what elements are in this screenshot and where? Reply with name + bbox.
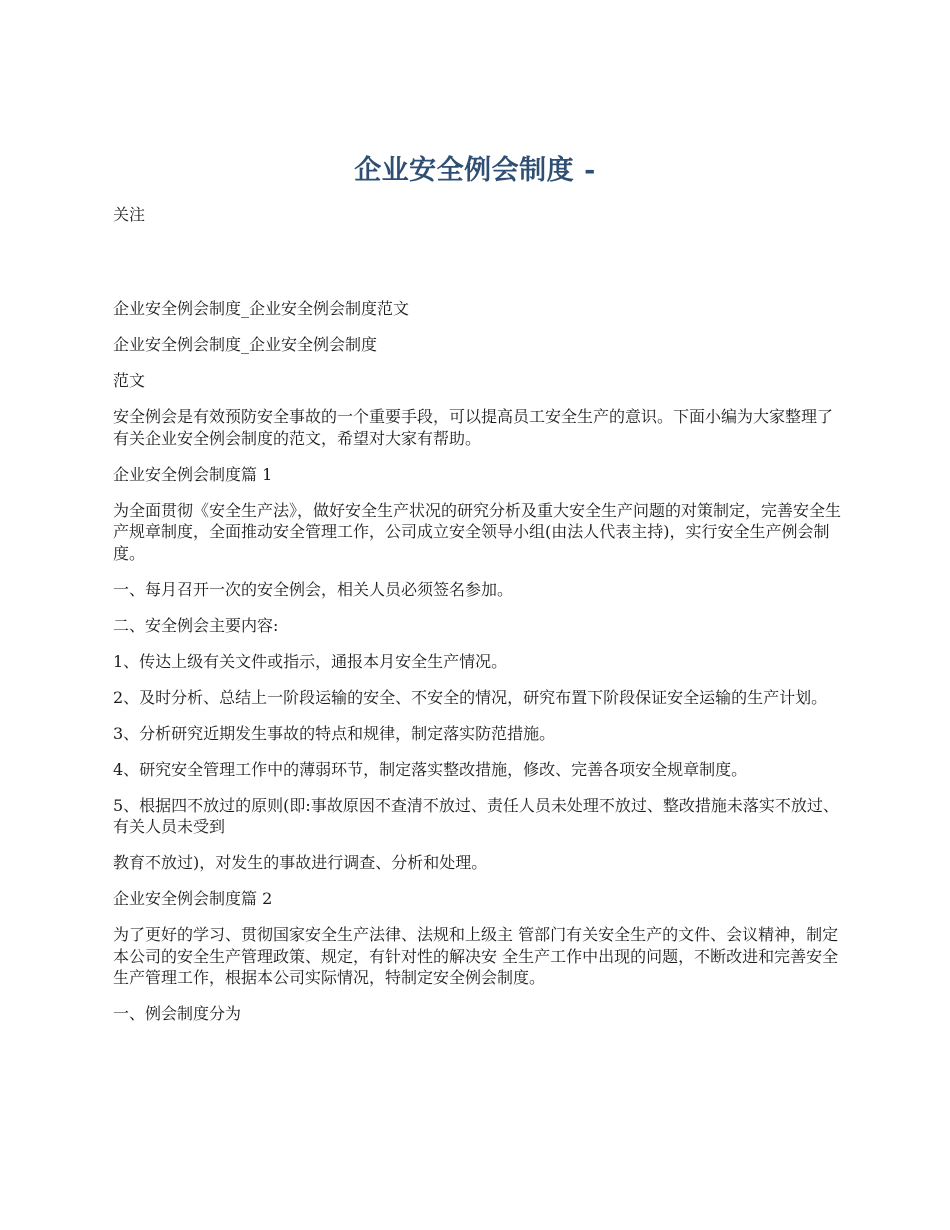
- paragraph-point-2: 2、及时分析、总结上一阶段运输的安全、不安全的情况，研究布置下阶段保证安全运输的生产计划。: [113, 687, 828, 707]
- paragraph-heading-2: 企业安全例会制度_企业安全例会制度: [113, 335, 378, 354]
- paragraph-point-5: 5、根据四不放过的原则(即:事故原因不查清不放过、责任人员未处理不放过、整改措施未落实不放过、有关人员未受到: [113, 795, 839, 836]
- follow-label: 关注: [113, 205, 146, 224]
- paragraph-intro: 安全例会是有效预防安全事故的一个重要手段，可以提高员工安全生产的意识。下面小编为大家整理了有关企业安全例会制度的范文，希望对大家有帮助。: [113, 407, 834, 448]
- paragraph-point-4: 4、研究安全管理工作中的薄弱环节，制定落实整改措施，修改、完善各项安全规章制度。: [113, 759, 748, 779]
- paragraph-item-two: 二、安全例会主要内容:: [113, 615, 279, 635]
- paragraph-section1-intro: 为全面贯彻《安全生产法》，做好安全生产状况的研究分析及重大安全生产问题的对策制定，完善安全生产规章制度，全面推动安全管理工作，公司成立安全领导小组(由法人代表主持)，实行安全生产例会制度。: [113, 500, 842, 563]
- paragraph-point-5-cont: 教育不放过)，对发生的事故进行调查、分析和处理。: [113, 853, 488, 872]
- paragraph-section2-item-one: 一、例会制度分为: [113, 1004, 242, 1023]
- paragraph-point-1: 1、传达上级有关文件或指示，通报本月安全生产情况。: [113, 651, 508, 671]
- paragraph-section2-intro: 为了更好的学习、贯彻国家安全生产法律、法规和上级主 管部门有关安全生产的文件、会议精神，制定本公司的安全生产管理政策、规定，有针对性的解决安 全生产工作中出现的问题，不断改进和完善安全生产管理工作，根据本公司实际情况，特制定安全例会制度。: [113, 925, 839, 987]
- paragraph-item-one: 一、每月召开一次的安全例会，相关人员必须签名参加。: [113, 579, 514, 599]
- section-heading-2: 企业安全例会制度篇 2: [113, 889, 273, 908]
- document-body: [113, 298, 843, 1039]
- section-heading-1: 企业安全例会制度篇 1: [113, 464, 273, 484]
- document-title: 企业安全例会制度 -: [354, 155, 596, 186]
- paragraph-point-3: 3、分析研究近期发生事故的特点和规律，制定落实防范措施。: [113, 723, 556, 743]
- paragraph-heading-3: 范文: [113, 371, 146, 390]
- paragraph-heading-1: 企业安全例会制度_企业安全例会制度范文: [113, 299, 410, 318]
